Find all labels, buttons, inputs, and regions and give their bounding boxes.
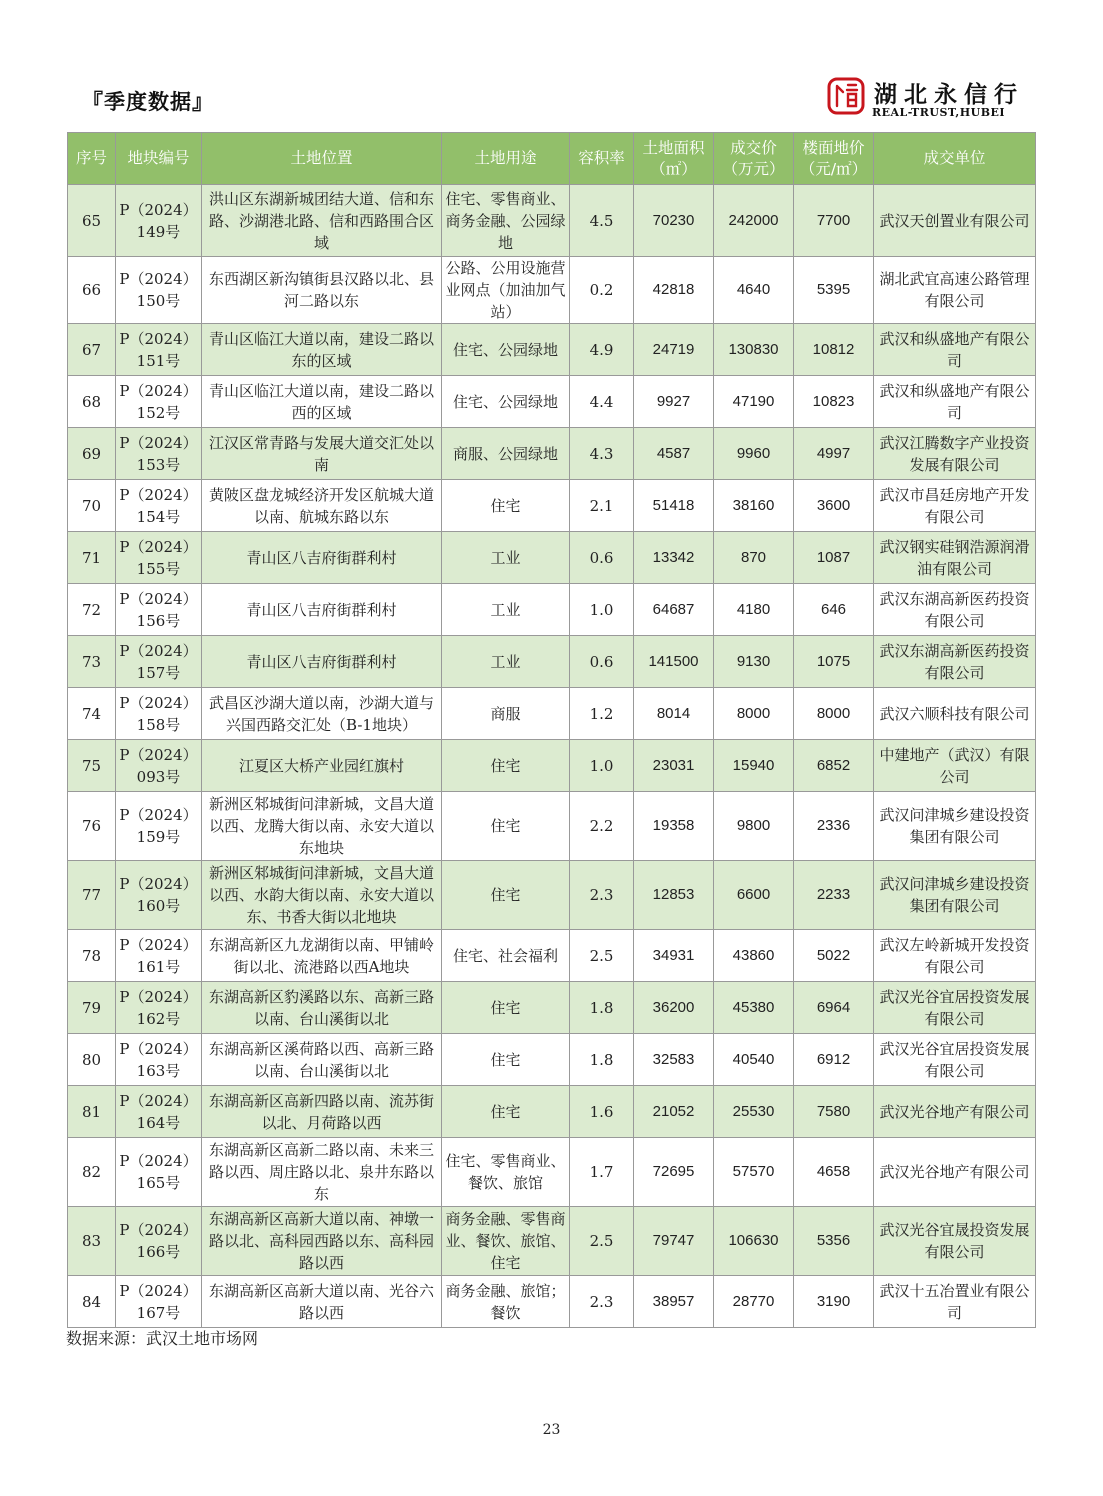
row-number-cell: 72 (68, 584, 116, 636)
transaction-price-cell: 242000 (714, 185, 794, 257)
floor-price-cell: 3600 (794, 480, 874, 532)
buyer-cell: 武汉问津城乡建设投资集团有限公司 (874, 792, 1036, 861)
land-area-cell: 70230 (634, 185, 714, 257)
buyer-cell: 武汉江腾数字产业投资发展有限公司 (874, 428, 1036, 480)
buyer-cell: 武汉和纵盛地产有限公司 (874, 376, 1036, 428)
land-area-cell: 79747 (634, 1207, 714, 1276)
plot-ratio-cell: 1.6 (570, 1086, 634, 1138)
brand-name: 湖北永信行 (874, 82, 1024, 108)
table-row (68, 1276, 1036, 1328)
transaction-price-cell: 38160 (714, 480, 794, 532)
floor-price-cell: 6852 (794, 740, 874, 792)
land-usage-cell: 住宅、公园绿地 (442, 324, 570, 376)
table-row (68, 428, 1036, 480)
buyer-cell: 武汉钢实硅钢浩源润滑油有限公司 (874, 532, 1036, 584)
plot-ratio-cell: 2.5 (570, 1207, 634, 1276)
plot-ratio-cell: 4.3 (570, 428, 634, 480)
row-number-cell: 77 (68, 861, 116, 930)
column-header: 土地用途 (442, 133, 570, 185)
floor-price-cell: 6964 (794, 982, 874, 1034)
land-location-cell: 青山区八吉府街群利村 (202, 636, 442, 688)
land-area-cell: 36200 (634, 982, 714, 1034)
parcel-code-cell: P（2024）154号 (116, 480, 202, 532)
parcel-code-cell: P（2024）161号 (116, 930, 202, 982)
land-usage-cell: 住宅 (442, 740, 570, 792)
table-row (68, 1034, 1036, 1086)
table-row (68, 1086, 1036, 1138)
row-number-cell: 70 (68, 480, 116, 532)
land-location-cell: 东湖高新区豹溪路以东、高新三路以南、台山溪街以北 (202, 982, 442, 1034)
transaction-price-cell: 57570 (714, 1138, 794, 1207)
table-row (68, 532, 1036, 584)
land-usage-cell: 工业 (442, 636, 570, 688)
row-number-cell: 84 (68, 1276, 116, 1328)
table-row (68, 1138, 1036, 1207)
land-usage-cell: 商服、公园绿地 (442, 428, 570, 480)
land-location-cell: 东湖高新区高新大道以南、神墩一路以北、高科园西路以东、高科园路以西 (202, 1207, 442, 1276)
floor-price-cell: 5022 (794, 930, 874, 982)
plot-ratio-cell: 1.8 (570, 982, 634, 1034)
transaction-price-cell: 4180 (714, 584, 794, 636)
transaction-price-cell: 9800 (714, 792, 794, 861)
buyer-cell: 武汉光谷宜居投资发展有限公司 (874, 1034, 1036, 1086)
plot-ratio-cell: 1.0 (570, 740, 634, 792)
section-title: 『季度数据』 (82, 90, 214, 114)
transaction-price-cell: 47190 (714, 376, 794, 428)
transaction-price-cell: 6600 (714, 861, 794, 930)
transaction-price-cell: 25530 (714, 1086, 794, 1138)
buyer-cell: 武汉市昌廷房地产开发有限公司 (874, 480, 1036, 532)
seal-logo-icon (826, 76, 866, 116)
parcel-code-cell: P（2024）151号 (116, 324, 202, 376)
row-number-cell: 78 (68, 930, 116, 982)
row-number-cell: 65 (68, 185, 116, 257)
land-usage-cell: 住宅、社会福利 (442, 930, 570, 982)
transaction-price-cell: 40540 (714, 1034, 794, 1086)
buyer-cell: 武汉问津城乡建设投资集团有限公司 (874, 861, 1036, 930)
column-header: 土地位置 (202, 133, 442, 185)
land-location-cell: 武昌区沙湖大道以南，沙湖大道与兴国西路交汇处（B-1地块） (202, 688, 442, 740)
table-row (68, 480, 1036, 532)
parcel-code-cell: P（2024）155号 (116, 532, 202, 584)
parcel-code-cell: P（2024）152号 (116, 376, 202, 428)
buyer-cell: 武汉光谷宜居投资发展有限公司 (874, 982, 1036, 1034)
parcel-code-cell: P（2024）167号 (116, 1276, 202, 1328)
floor-price-cell: 1087 (794, 532, 874, 584)
land-location-cell: 东湖高新区高新大道以南、光谷六路以西 (202, 1276, 442, 1328)
floor-price-cell: 5356 (794, 1207, 874, 1276)
floor-price-cell: 646 (794, 584, 874, 636)
buyer-cell: 武汉光谷地产有限公司 (874, 1086, 1036, 1138)
floor-price-cell: 10812 (794, 324, 874, 376)
transaction-price-cell: 9960 (714, 428, 794, 480)
plot-ratio-cell: 0.6 (570, 532, 634, 584)
land-usage-cell: 住宅、零售商业、餐饮、旅馆 (442, 1138, 570, 1207)
floor-price-cell: 8000 (794, 688, 874, 740)
parcel-code-cell: P（2024）164号 (116, 1086, 202, 1138)
table-row (68, 740, 1036, 792)
land-location-cell: 青山区八吉府街群利村 (202, 584, 442, 636)
buyer-cell: 武汉十五冶置业有限公司 (874, 1276, 1036, 1328)
land-area-cell: 13342 (634, 532, 714, 584)
table-row (68, 376, 1036, 428)
row-number-cell: 80 (68, 1034, 116, 1086)
column-header: 地块编号 (116, 133, 202, 185)
plot-ratio-cell: 1.0 (570, 584, 634, 636)
buyer-cell: 武汉光谷地产有限公司 (874, 1138, 1036, 1207)
land-area-cell: 72695 (634, 1138, 714, 1207)
row-number-cell: 75 (68, 740, 116, 792)
land-location-cell: 新洲区邾城街问津新城，文昌大道以西、水韵大街以南、永安大道以东、书香大街以北地块 (202, 861, 442, 930)
brand-name-en: REAL-TRUST,HUBEI (872, 106, 1006, 119)
floor-price-cell: 2336 (794, 792, 874, 861)
land-usage-cell: 住宅 (442, 1034, 570, 1086)
table-row (68, 584, 1036, 636)
floor-price-cell: 1075 (794, 636, 874, 688)
plot-ratio-cell: 2.3 (570, 1276, 634, 1328)
land-area-cell: 12853 (634, 861, 714, 930)
parcel-code-cell: P（2024）162号 (116, 982, 202, 1034)
row-number-cell: 68 (68, 376, 116, 428)
plot-ratio-cell: 0.2 (570, 257, 634, 324)
parcel-code-cell: P（2024）163号 (116, 1034, 202, 1086)
brand-logo (826, 76, 1036, 124)
row-number-cell: 74 (68, 688, 116, 740)
land-usage-cell: 公路、公用设施营业网点（加油加气站） (442, 257, 570, 324)
row-number-cell: 66 (68, 257, 116, 324)
parcel-code-cell: P（2024）153号 (116, 428, 202, 480)
land-transaction-table (67, 132, 1036, 1328)
transaction-price-cell: 870 (714, 532, 794, 584)
parcel-code-cell: P（2024）165号 (116, 1138, 202, 1207)
plot-ratio-cell: 4.9 (570, 324, 634, 376)
land-location-cell: 青山区临江大道以南，建设二路以东的区域 (202, 324, 442, 376)
floor-price-cell: 4997 (794, 428, 874, 480)
land-usage-cell: 住宅 (442, 861, 570, 930)
land-location-cell: 新洲区邾城街问津新城，文昌大道以西、龙腾大街以南、永安大道以东地块 (202, 792, 442, 861)
data-source-note: 数据来源：武汉土地市场网 (66, 1329, 259, 1348)
plot-ratio-cell: 0.6 (570, 636, 634, 688)
land-location-cell: 黄陂区盘龙城经济开发区航城大道以南、航城东路以东 (202, 480, 442, 532)
land-area-cell: 32583 (634, 1034, 714, 1086)
table-row (68, 688, 1036, 740)
land-location-cell: 青山区八吉府街群利村 (202, 532, 442, 584)
plot-ratio-cell: 1.8 (570, 1034, 634, 1086)
land-area-cell: 51418 (634, 480, 714, 532)
land-usage-cell: 住宅 (442, 480, 570, 532)
table-row (68, 792, 1036, 861)
land-area-cell: 141500 (634, 636, 714, 688)
table-row (68, 982, 1036, 1034)
parcel-code-cell: P（2024）156号 (116, 584, 202, 636)
parcel-code-cell: P（2024）158号 (116, 688, 202, 740)
buyer-cell: 武汉左岭新城开发投资有限公司 (874, 930, 1036, 982)
land-usage-cell: 工业 (442, 584, 570, 636)
buyer-cell: 中建地产（武汉）有限公司 (874, 740, 1036, 792)
column-header: 楼面地价（元/㎡） (794, 133, 874, 185)
buyer-cell: 武汉东湖高新医药投资有限公司 (874, 584, 1036, 636)
table-row (68, 185, 1036, 257)
land-location-cell: 洪山区东湖新城团结大道、信和东路、沙湖港北路、信和西路围合区域 (202, 185, 442, 257)
row-number-cell: 67 (68, 324, 116, 376)
land-area-cell: 19358 (634, 792, 714, 861)
parcel-code-cell: P（2024）160号 (116, 861, 202, 930)
buyer-cell: 武汉和纵盛地产有限公司 (874, 324, 1036, 376)
column-header: 成交价（万元） (714, 133, 794, 185)
buyer-cell: 湖北武宜高速公路管理有限公司 (874, 257, 1036, 324)
land-location-cell: 东湖高新区高新四路以南、流苏街以北、月荷路以西 (202, 1086, 442, 1138)
land-location-cell: 江汉区常青路与发展大道交汇处以南 (202, 428, 442, 480)
plot-ratio-cell: 2.1 (570, 480, 634, 532)
table-body (68, 185, 1036, 1328)
land-usage-cell: 商务金融、零售商业、餐饮、旅馆、住宅 (442, 1207, 570, 1276)
table-row (68, 930, 1036, 982)
land-location-cell: 东湖高新区高新二路以南、未来三路以西、周庄路以北、泉井东路以东 (202, 1138, 442, 1207)
floor-price-cell: 7580 (794, 1086, 874, 1138)
row-number-cell: 76 (68, 792, 116, 861)
land-usage-cell: 住宅 (442, 792, 570, 861)
table-row (68, 861, 1036, 930)
row-number-cell: 69 (68, 428, 116, 480)
land-location-cell: 东湖高新区溪荷路以西、高新三路以南、台山溪街以北 (202, 1034, 442, 1086)
row-number-cell: 79 (68, 982, 116, 1034)
parcel-code-cell: P（2024）166号 (116, 1207, 202, 1276)
transaction-price-cell: 130830 (714, 324, 794, 376)
floor-price-cell: 2233 (794, 861, 874, 930)
page-number: 23 (542, 1422, 561, 1438)
floor-price-cell: 3190 (794, 1276, 874, 1328)
plot-ratio-cell: 1.7 (570, 1138, 634, 1207)
floor-price-cell: 10823 (794, 376, 874, 428)
plot-ratio-cell: 2.2 (570, 792, 634, 861)
row-number-cell: 83 (68, 1207, 116, 1276)
land-area-cell: 42818 (634, 257, 714, 324)
land-usage-cell: 住宅、零售商业、商务金融、公园绿地 (442, 185, 570, 257)
land-usage-cell: 商务金融、旅馆；餐饮 (442, 1276, 570, 1328)
plot-ratio-cell: 2.5 (570, 930, 634, 982)
land-area-cell: 24719 (634, 324, 714, 376)
row-number-cell: 73 (68, 636, 116, 688)
buyer-cell: 武汉天创置业有限公司 (874, 185, 1036, 257)
floor-price-cell: 5395 (794, 257, 874, 324)
plot-ratio-cell: 4.4 (570, 376, 634, 428)
column-header: 土地面积（㎡） (634, 133, 714, 185)
column-header: 成交单位 (874, 133, 1036, 185)
transaction-price-cell: 43860 (714, 930, 794, 982)
transaction-price-cell: 9130 (714, 636, 794, 688)
transaction-price-cell: 28770 (714, 1276, 794, 1328)
land-area-cell: 9927 (634, 376, 714, 428)
floor-price-cell: 6912 (794, 1034, 874, 1086)
land-location-cell: 东西湖区新沟镇街县汉路以北、县河二路以东 (202, 257, 442, 324)
land-usage-cell: 住宅、公园绿地 (442, 376, 570, 428)
table-header-row (68, 133, 1036, 185)
land-usage-cell: 商服 (442, 688, 570, 740)
land-location-cell: 东湖高新区九龙湖街以南、甲铺岭街以北、流港路以西A地块 (202, 930, 442, 982)
transaction-price-cell: 8000 (714, 688, 794, 740)
row-number-cell: 82 (68, 1138, 116, 1207)
land-usage-cell: 住宅 (442, 982, 570, 1034)
land-usage-cell: 住宅 (442, 1086, 570, 1138)
land-area-cell: 38957 (634, 1276, 714, 1328)
plot-ratio-cell: 4.5 (570, 185, 634, 257)
parcel-code-cell: P（2024）093号 (116, 740, 202, 792)
parcel-code-cell: P（2024）157号 (116, 636, 202, 688)
floor-price-cell: 4658 (794, 1138, 874, 1207)
table-row (68, 257, 1036, 324)
land-area-cell: 23031 (634, 740, 714, 792)
transaction-price-cell: 106630 (714, 1207, 794, 1276)
plot-ratio-cell: 2.3 (570, 861, 634, 930)
floor-price-cell: 7700 (794, 185, 874, 257)
buyer-cell: 武汉东湖高新医药投资有限公司 (874, 636, 1036, 688)
transaction-price-cell: 4640 (714, 257, 794, 324)
land-area-cell: 8014 (634, 688, 714, 740)
column-header: 序号 (68, 133, 116, 185)
parcel-code-cell: P（2024）149号 (116, 185, 202, 257)
buyer-cell: 武汉光谷宜晟投资发展有限公司 (874, 1207, 1036, 1276)
column-header: 容积率 (570, 133, 634, 185)
row-number-cell: 81 (68, 1086, 116, 1138)
land-usage-cell: 工业 (442, 532, 570, 584)
row-number-cell: 71 (68, 532, 116, 584)
buyer-cell: 武汉六顺科技有限公司 (874, 688, 1036, 740)
transaction-price-cell: 15940 (714, 740, 794, 792)
land-location-cell: 青山区临江大道以南，建设二路以西的区域 (202, 376, 442, 428)
table-row (68, 636, 1036, 688)
land-area-cell: 64687 (634, 584, 714, 636)
table-row (68, 324, 1036, 376)
parcel-code-cell: P（2024）159号 (116, 792, 202, 861)
land-location-cell: 江夏区大桥产业园红旗村 (202, 740, 442, 792)
land-area-cell: 4587 (634, 428, 714, 480)
parcel-code-cell: P（2024）150号 (116, 257, 202, 324)
land-area-cell: 34931 (634, 930, 714, 982)
transaction-price-cell: 45380 (714, 982, 794, 1034)
table-row (68, 1207, 1036, 1276)
plot-ratio-cell: 1.2 (570, 688, 634, 740)
land-area-cell: 21052 (634, 1086, 714, 1138)
